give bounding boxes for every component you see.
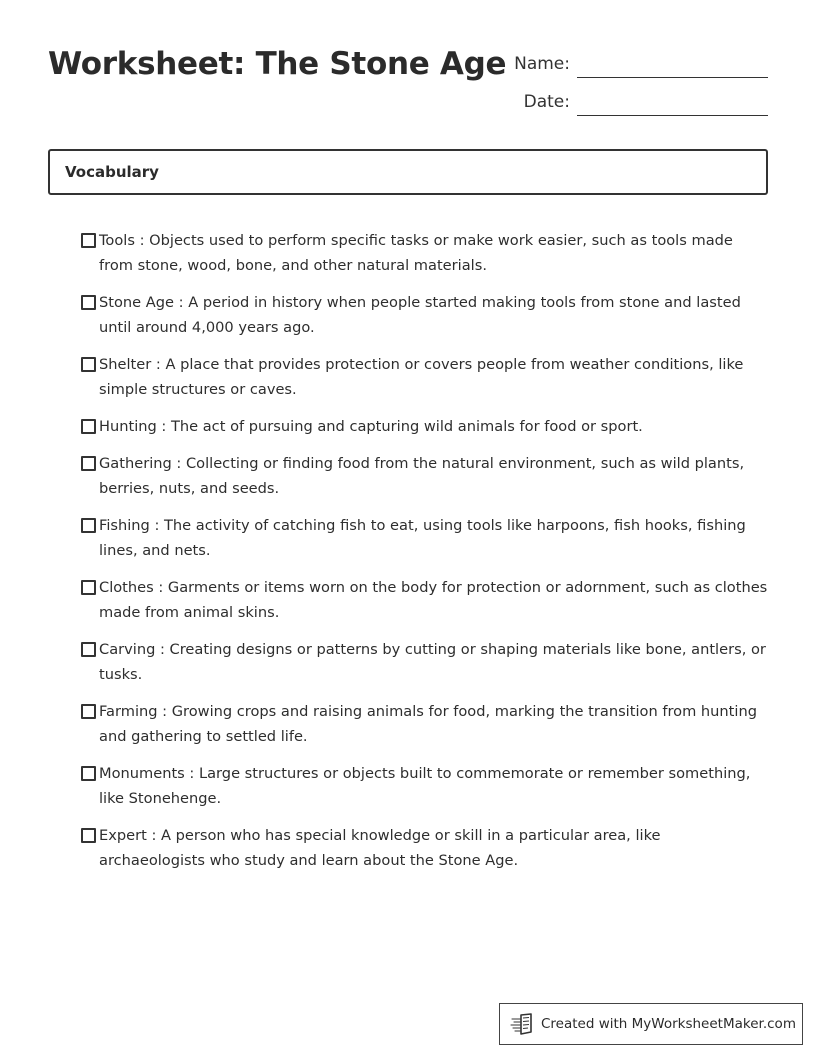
list-item [80,513,770,563]
worksheet-maker-logo-icon [510,1013,534,1035]
checkbox[interactable] [81,295,96,310]
list-item [80,761,770,811]
list-item [80,290,770,340]
vocab-text: Fishing : The activity of catching fish to eat, using tools like harpoons, fish hooks, fishing lines, and nets. [99,517,746,559]
checkbox[interactable] [81,233,96,248]
page-title: Worksheet: The Stone Age [48,46,507,82]
list-item [80,414,770,439]
name-write-line[interactable] [577,77,768,78]
list-item [80,637,770,687]
checkbox[interactable] [81,642,96,657]
vocab-text: Stone Age : A period in history when people started making tools from stone and lasted until around 4,000 years ago. [99,294,741,336]
vocab-text: Shelter : A place that provides protection or covers people from weather conditions, like simple structures or caves. [99,356,744,398]
section-heading: Vocabulary [65,163,159,181]
checkbox[interactable] [81,704,96,719]
checkbox[interactable] [81,419,96,434]
list-item [80,823,770,873]
list-item [80,575,770,625]
name-field [490,52,768,78]
vocab-text: Monuments : Large structures or objects built to commemorate or remember something, like Stonehenge. [99,765,751,807]
list-item [80,352,770,402]
footer-credit-badge[interactable] [499,1003,803,1045]
checkbox[interactable] [81,518,96,533]
checkbox[interactable] [81,357,96,372]
checkbox[interactable] [81,766,96,781]
vocab-text: Carving : Creating designs or patterns by cutting or shaping materials like bone, antlers, or tusks. [99,641,766,683]
vocab-text: Hunting : The act of pursuing and capturing wild animals for food or sport. [99,418,643,435]
date-write-line[interactable] [577,115,768,116]
vocabulary-section-header [48,149,768,195]
vocab-text: Gathering : Collecting or finding food from the natural environment, such as wild plants, berries, nuts, and seeds. [99,455,745,497]
date-label: Date: [523,92,570,112]
checkbox[interactable] [81,580,96,595]
name-label: Name: [514,54,570,74]
checkbox[interactable] [81,456,96,471]
footer-credit-text: Created with MyWorksheetMaker.com [541,1016,796,1032]
vocab-text: Expert : A person who has special knowledge or skill in a particular area, like archaeologists who study and learn about the Stone Age. [99,827,661,869]
list-item [80,228,770,278]
list-item [80,451,770,501]
vocab-text: Farming : Growing crops and raising animals for food, marking the transition from hunting and gathering to settled life. [99,703,757,745]
list-item [80,699,770,749]
vocabulary-list [80,228,770,885]
checkbox[interactable] [81,828,96,843]
date-field [490,90,768,116]
vocab-text: Tools : Objects used to perform specific tasks or make work easier, such as tools made from stone, wood, bone, and other natural materials. [99,232,733,274]
vocab-text: Clothes : Garments or items worn on the body for protection or adornment, such as clothes made from animal skins. [99,579,768,621]
